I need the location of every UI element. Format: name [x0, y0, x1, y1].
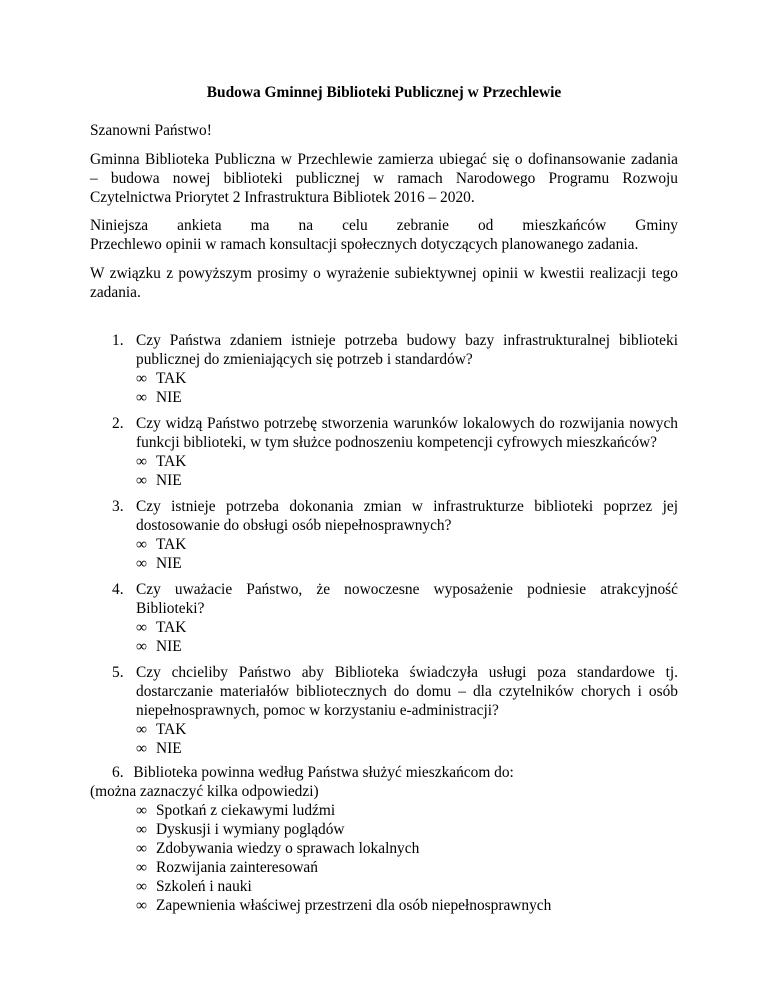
intro-paragraph-2 [90, 216, 678, 254]
option-label: TAK [156, 370, 187, 387]
intro-line: W związku z powyższym prosimy o wyrażenie subiektywnej opinii w kwestii realizacji tego [90, 265, 678, 282]
question-text-line: Czy chcieliby Państwo aby Biblioteka świadczyła usługi poza standardowe tj. [136, 664, 678, 681]
intro-line: Czytelnictwa Priorytet 2 Infrastruktura Bibliotek 2016 – 2020. [90, 189, 475, 206]
answer-option[interactable] [136, 877, 676, 896]
question-text-line: Czy widzą Państwo potrzebę stworzenia warunków lokalowych do rozwijania nowych [136, 415, 678, 432]
question-text-line: Biblioteki? [136, 600, 205, 617]
question-number: 6. [112, 764, 124, 781]
answer-option[interactable] [136, 839, 676, 858]
answer-option-nie[interactable] [136, 471, 678, 490]
option-label: TAK [156, 619, 187, 636]
answer-option-tak[interactable] [136, 535, 678, 554]
intro-line: zadania. [90, 284, 141, 301]
infinity-bullet-icon: ∞ [136, 370, 147, 387]
infinity-bullet-icon: ∞ [136, 840, 147, 857]
option-label: NIE [156, 638, 182, 655]
greeting: Szanowni Państwo! [90, 122, 212, 139]
answer-option-nie[interactable] [136, 739, 678, 758]
option-label: Spotkań z ciekawymi ludźmi [156, 802, 336, 819]
question-text-line: Czy uważacie Państwo, że nowoczesne wyposażenie podniesie atrakcyjność [136, 581, 678, 598]
option-label: Szkoleń i nauki [156, 878, 252, 895]
answer-option[interactable] [136, 820, 676, 839]
infinity-bullet-icon: ∞ [136, 453, 147, 470]
option-label: NIE [156, 389, 182, 406]
intro-paragraph-3 [90, 264, 678, 302]
infinity-bullet-icon: ∞ [136, 536, 147, 553]
answer-option[interactable] [136, 858, 676, 877]
option-label: TAK [156, 453, 187, 470]
answer-option[interactable] [136, 896, 676, 915]
question-2 [112, 414, 678, 490]
option-label: NIE [156, 555, 182, 572]
infinity-bullet-icon: ∞ [136, 472, 147, 489]
intro-line: Niniejsza ankieta ma na celu zebranie od mieszkańców Gminy [90, 217, 678, 234]
infinity-bullet-icon: ∞ [136, 389, 147, 406]
answer-option-nie[interactable] [136, 637, 678, 656]
infinity-bullet-icon: ∞ [136, 721, 147, 738]
option-label: TAK [156, 536, 187, 553]
intro-line: – budowa nowej biblioteki publicznej w ramach Narodowego Programu Rozwoju [90, 170, 678, 187]
answer-option-nie[interactable] [136, 554, 678, 573]
question-4 [112, 580, 678, 656]
question-number: 5. [112, 664, 124, 681]
answer-option-tak[interactable] [136, 452, 678, 471]
question-text-line: Czy istnieje potrzeba dokonania zmian w infrastrukturze biblioteki poprzez jej [136, 498, 678, 515]
infinity-bullet-icon: ∞ [136, 897, 147, 914]
question-text-line: dostarczanie materiałów bibliotecznych do domu – dla czytelników chorych i osób [136, 683, 678, 700]
infinity-bullet-icon: ∞ [136, 878, 147, 895]
question-text: Biblioteka powinna według Państwa służyć mieszkańcom do: [133, 764, 514, 781]
intro-line: Przechlewo opinii w ramach konsultacji społecznych dotyczących planowanego zadania. [90, 236, 639, 253]
option-label: NIE [156, 740, 182, 757]
infinity-bullet-icon: ∞ [136, 555, 147, 572]
question-number: 4. [112, 581, 124, 598]
intro-line: Gminna Biblioteka Publiczna w Przechlewie zamierza ubiegać się o dofinansowanie zadania [90, 151, 678, 168]
question-number: 3. [112, 498, 124, 515]
option-label: Zapewnienia właściwej przestrzeni dla osób niepełnosprawnych [156, 897, 552, 914]
answer-option-nie[interactable] [136, 388, 678, 407]
option-label: Dyskusji i wymiany poglądów [156, 821, 345, 838]
question-text-line: Czy Państwa zdaniem istnieje potrzeba budowy bazy infrastrukturalnej biblioteki [136, 332, 678, 349]
question-5 [112, 663, 678, 758]
option-label: Rozwijania zainteresowań [156, 859, 318, 876]
option-label: Zdobywania wiedzy o sprawach lokalnych [156, 840, 420, 857]
option-label: TAK [156, 721, 187, 738]
question-number: 2. [112, 415, 124, 432]
question-text-line: publicznej do zmieniających się potrzeb i standardów? [136, 351, 473, 368]
answer-option-tak[interactable] [136, 720, 678, 739]
infinity-bullet-icon: ∞ [136, 638, 147, 655]
question-text-line: dostosowanie do obsługi osób niepełnosprawnych? [136, 517, 452, 534]
question-3 [112, 497, 678, 573]
document-title: Budowa Gminnej Biblioteki Publicznej w Przechlewie [206, 84, 562, 101]
infinity-bullet-icon: ∞ [136, 859, 147, 876]
infinity-bullet-icon: ∞ [136, 821, 147, 838]
question-number: 1. [112, 332, 124, 349]
infinity-bullet-icon: ∞ [136, 802, 147, 819]
option-label: NIE [156, 472, 182, 489]
infinity-bullet-icon: ∞ [136, 740, 147, 757]
question-1 [112, 331, 678, 407]
question-6-note: (można zaznaczyć kilka odpowiedzi) [90, 783, 319, 800]
question-6-heading [112, 763, 678, 782]
question-text-line: niepełnosprawnych, pomoc w korzystaniu e-administracji? [136, 702, 499, 719]
answer-option[interactable] [136, 801, 676, 820]
question-text-line: funkcji biblioteki, w tym służce podnoszeniu kompetencji cyfrowych mieszkańców? [136, 434, 657, 451]
answer-option-tak[interactable] [136, 618, 678, 637]
infinity-bullet-icon: ∞ [136, 619, 147, 636]
intro-paragraph-1 [90, 150, 678, 207]
answer-option-tak[interactable] [136, 369, 678, 388]
question-6-options [136, 801, 676, 915]
